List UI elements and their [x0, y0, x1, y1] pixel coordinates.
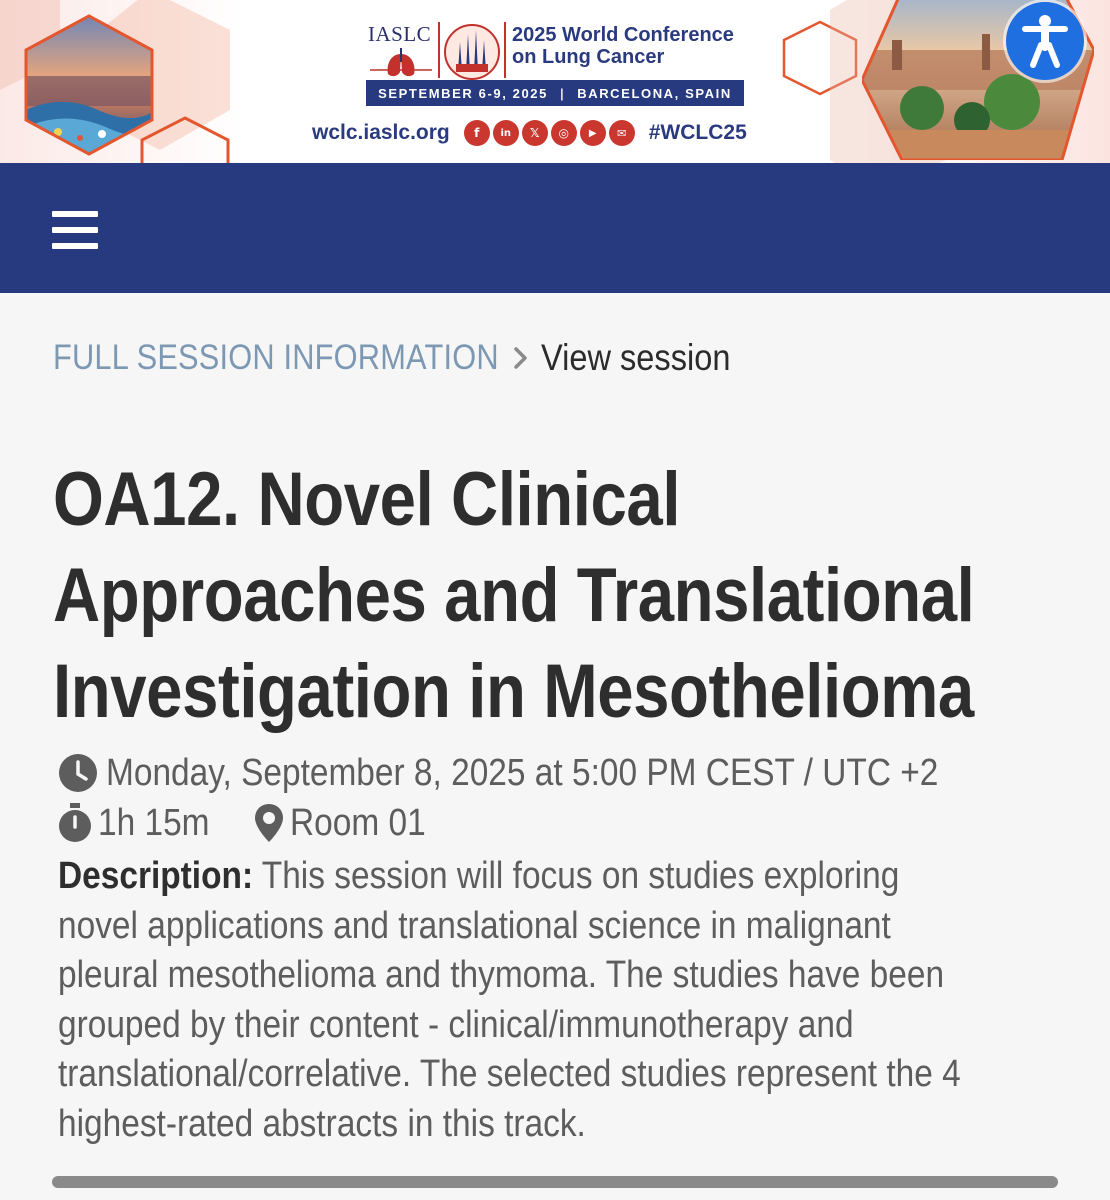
session-title [53, 452, 1093, 740]
conference-hashtag: #WCLC25 [648, 121, 747, 144]
social-icons [464, 120, 635, 146]
chevron-right-icon [513, 346, 529, 370]
clock-icon [58, 753, 98, 793]
breadcrumb-current-page: View session [541, 337, 731, 378]
facebook-icon[interactable]: f [464, 120, 490, 146]
main-navbar [0, 163, 1110, 293]
linkedin-icon[interactable]: in [493, 120, 519, 146]
session-title-line: OA12. Novel Clinical [53, 457, 681, 542]
iaslc-lungs-icon [370, 48, 432, 82]
description-line [58, 852, 1044, 902]
session-duration: 1h 15m [98, 801, 210, 844]
date-separator: | [559, 85, 566, 101]
conference-title-line: on Lung Cancer [512, 46, 665, 68]
session-datetime: Monday, September 8, 2025 at 5:00 PM CEST / UTC +2 [106, 751, 939, 794]
menu-bar [52, 227, 98, 233]
location-pin-icon [254, 803, 284, 843]
x-icon[interactable]: 𝕏 [522, 120, 548, 146]
sagrada-familia-icon [444, 20, 500, 82]
conference-location: BARCELONA, SPAIN [577, 85, 732, 101]
session-title-line: Approaches and Translational [53, 553, 975, 638]
conference-logo-block [364, 16, 746, 112]
accessibility-button[interactable] [1006, 2, 1084, 80]
session-room: Room 01 [290, 801, 426, 844]
breadcrumb [53, 334, 756, 382]
instagram-icon[interactable]: ◎ [551, 120, 577, 146]
session-datetime-row [58, 750, 1052, 796]
description-text: This session will focus on studies exploring [253, 855, 900, 897]
iaslc-logo-text: IASLC [368, 22, 432, 46]
conference-title [512, 24, 752, 68]
wechat-icon[interactable]: ✉ [609, 120, 635, 146]
description-line: highest-rated abstracts in this track. [58, 1102, 586, 1145]
menu-bar [52, 243, 98, 249]
hamburger-menu-icon[interactable] [52, 211, 98, 249]
session-title-line: Investigation in Mesothelioma [53, 649, 974, 734]
description-label: Description: [58, 855, 254, 897]
conference-url-link[interactable]: wclc.iaslc.org [312, 121, 450, 144]
breadcrumb-full-session-information[interactable]: FULL SESSION INFORMATION [53, 338, 499, 377]
description-line: grouped by their content - clinical/immunotherapy and [58, 1003, 854, 1046]
accessibility-person-icon [1021, 13, 1069, 69]
conference-dates: SEPTEMBER 6-9, 2025 [378, 85, 548, 101]
conference-banner [0, 0, 1110, 163]
logo-divider [438, 22, 440, 78]
banner-links-row [312, 116, 747, 150]
stopwatch-icon [58, 803, 92, 843]
conference-title-line: 2025 World Conference [512, 24, 734, 46]
horizontal-scrollbar[interactable] [52, 1176, 1058, 1188]
description-line: pleural mesothelioma and thymoma. The studies have been [58, 954, 945, 996]
description-line: novel applications and translational science in malignant [58, 904, 891, 947]
date-location-bar [366, 80, 744, 106]
session-description [58, 852, 1044, 1149]
barcelona-photo-left [18, 14, 160, 156]
logo-divider [504, 22, 506, 78]
youtube-icon[interactable]: ▶ [580, 120, 606, 146]
session-duration-room-row [58, 800, 444, 846]
description-line: translational/correlative. The selected studies represent the 4 [58, 1053, 961, 1095]
menu-bar [52, 211, 98, 217]
